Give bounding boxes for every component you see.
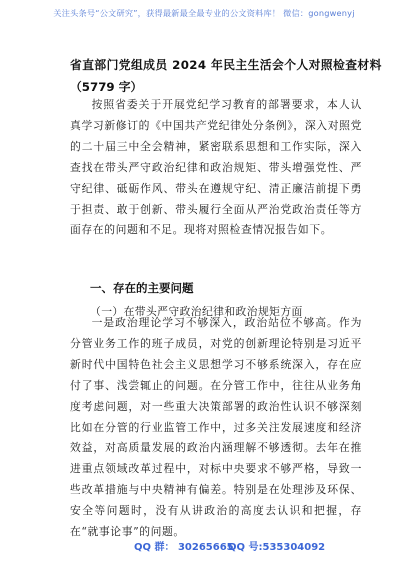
body-paragraph: 一是政治理论学习不够深入，政治站位不够高。作为分管业务工作的班子成员，对党的创新理论特别是习近平新时代中国特色社会主义思想学习不够系统深入，存在应付了事、浅尝辄止的问题。在分管工作中，往往从业务角度考虑问题，对一些重大决策部署的政治性认识不够深刻比如在分管的行业监管工作中，过多关注发展速度和经济效益，对高质量发展的政治内涵理解不够透彻。去年在推进重点领域改革过程中，对标中央要求不够严格，导致一些改革措施与中央精神有偏差。特别是在处理涉及环保、安全等问题时，没有从讲政治的高度去认识和把握，存在“就事论事”的问题。 [70,316,362,539]
section-heading: 一、存在的主要问题 [90,281,194,295]
document-title: 省直部门党组成员 2024 年民主生活会个人对照检查材料 [70,58,382,72]
qq-group-number: QQ 群： 30265665 [134,542,234,553]
intro-paragraph: 按照省委关于开展党纪学习教育的部署要求，本人认真学习新修订的《中国共产党纪律处分条例》，深入对照党的二十届三中全会精神，紧密联系思想和工作实际，深入查找在带头严守政治纪律和政治规矩、带头增强党性、严守纪律、砥砺作风、带头在遵规守纪、清正廉洁前提下勇于担责、敢于创新、带头履行全面从严治党政治责任等方面存在的问题和不足。现将对照检查情况报告如下。 [70,98,362,237]
qq-number: QQ 号:535304092 [228,542,326,553]
subsection-heading: （一）在带头严守政治纪律和政治规矩方面 [90,305,303,318]
word-count: （5779 字） [70,80,143,94]
header-banner: 关注头条号“公文研究”，获得最新最全最专业的公文资料库！ 微信：gongwenyj [53,8,355,18]
